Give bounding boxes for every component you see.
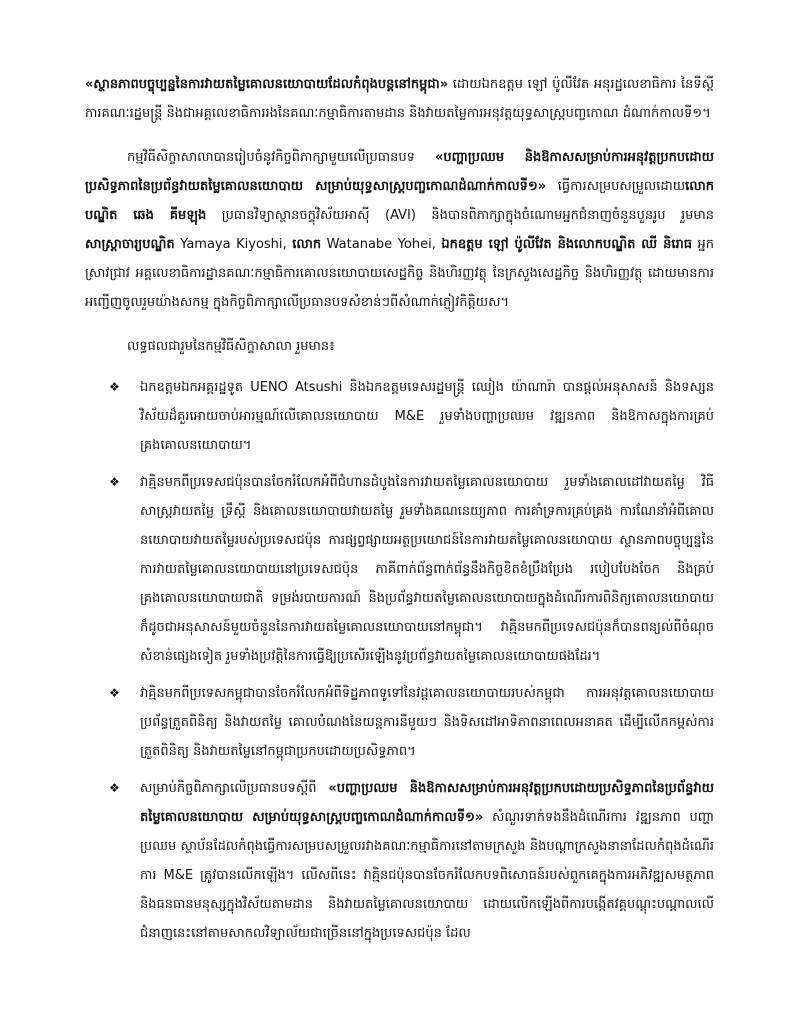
document-content (85, 70, 714, 956)
panelist-title-2: លោក (292, 237, 322, 252)
panelist-title-1: សាស្ត្រាចារ្យបណ្ឌិត (85, 237, 175, 252)
workshop-run-5: ប្រធានវិទ្យាស្ថានចក្ខុវិស័យអាស៊ី (AVI) និងបានពិភាក្សាក្នុងចំណោមអ្នកជំនាញចំនួនបួនរូប រួមមាន (206, 208, 714, 223)
moderator-name: លោកបណ្ឌិត ឆេង គីមឡុង (85, 179, 714, 223)
results-bullet-list (85, 373, 714, 948)
opening-paragraph-body: ដោយឯកឧត្តម ឡៅ ប៉ូលីវែត អនុរដ្ឋលេខាធិការ នៃទីស្តីការគណៈរដ្ឋមន្ត្រី និងជាអគ្គលេខាធិការរងនៃគណៈកម្មាធិការតាមដាន និងវាយតម្លៃការអនុវត្តយុទ្ធសាស្ត្របញ្ចកោណ ដំណាក់កាលទី១។ (85, 77, 714, 121)
bullet-diamond-icon: ❖ (109, 781, 120, 795)
bullet-diamond-icon: ❖ (109, 686, 120, 700)
results-lead-in: លទ្ធផលជារួមនៃកម្មវិធីសិក្ខាសាលា រួមមាន៖ (127, 339, 335, 354)
opening-paragraph (85, 70, 714, 128)
bullet-diamond-icon: ❖ (109, 475, 120, 489)
panelist-name-2: Watanabe Yohei, (321, 237, 442, 252)
discussion-topic-title: «បញ្ហាប្រឈម និងឱកាសសម្រាប់ការអនុវត្តប្រកបដោយប្រសិទ្ធភាពនៃប្រព័ន្ធវាយតម្លៃគោលនយោបាយ សម្រាប់យុទ្ធសាស្ត្របញ្ចកោណដំណាក់កាលទី១» (85, 150, 714, 194)
bullet-item-1-text: ឯកឧត្តមឯកអគ្គរដ្ឋទូត UENO Atsushi និងឯកឧត្តមទេសរដ្ឋមន្ត្រី ឈៀង យ៉ាណារ៉ា បានផ្តល់អនុសាសន៍ និងទស្សនវិស័យដ៏គួរអោយចាប់អារម្មណ៍លើគោលនយោបាយ M&E រួមទាំងបញ្ហាប្រឈម វឌ្ឍនភាព និងឱកាសក្នុងការគ្រប់គ្រងគោលនយោបាយ។ (140, 380, 714, 453)
bullet-item-4-text-1: សម្រាប់កិច្ចពិភាក្សាលើប្រធានបទស្តីពី (140, 781, 329, 796)
panelist-name-1: Yamaya Kiyoshi, (174, 237, 293, 252)
session-title: «ស្ថានភាពបច្ចុប្បន្ននៃការវាយតម្លៃគោលនយោបាយដែលកំពុងបន្តនៅកម្ពុជា» (85, 77, 449, 92)
bullet-item-2 (85, 468, 714, 671)
panelist-names-3-4: ឯកឧត្តម ឡៅ ប៉ូលីវែត និងលោកបណ្ឌិត ឈី និរោធ (441, 237, 692, 252)
bullet-item-4 (85, 774, 714, 948)
bullet-item-4-text-3: សំណួរទាក់ទងនឹងដំណើរការ វឌ្ឍនភាព បញ្ហាប្រឈម ស្ថាប័នដែលកំពុងធ្វើការសម្របសម្រួលរវាងគណៈកម្មាធិការនៅតាមក្រសួង និងបណ្តាក្រសួងនានាដែលកំពុងដំណើរការ M&E ត្រូវបានលើកឡើង។ លើសពីនេះ វាគ្មិនជប៉ុនបានចែករំលែកបទពិសោធន៍របស់ពួកគេក្នុងការអភិវឌ្ឍសមត្ថភាព និងធនធានមនុស្សក្នុងវិស័យតាមដាន និងវាយតម្លៃគោលនយោបាយ ដោយលើកឡើងពីការបង្កើតវគ្គបណ្តុះបណ្តាលលើជំនាញនេះនៅតាមសាកលវិទ្យាល័យជាច្រើននៅក្នុងប្រទេសជប៉ុន ដែល (140, 810, 715, 941)
workshop-run-1: កម្មវិធីសិក្ខាសាលាបានរៀបចំនូវកិច្ចពិភាក្សាមួយលើប្រធានបទ (127, 150, 436, 165)
bullet-item-3 (85, 679, 714, 766)
bullet-item-4-topic-title: «បញ្ហាប្រឈម និងឱកាសសម្រាប់ការអនុវត្តប្រកបដោយប្រសិទ្ធភាពនៃប្រព័ន្ធវាយតម្លៃគោលនយោបាយ សម្រាប់យុទ្ធសាស្ត្របញ្ចកោណដំណាក់កាលទី១» (140, 781, 714, 825)
workshop-run-3: ធ្វើការសម្របសម្រួលដោយ (546, 179, 686, 194)
workshop-paragraph (85, 143, 714, 317)
workshop-run-11: អ្នកស្រាវជ្រាវ អគ្គលេខាធិការដ្ឋានគណៈកម្មាធិការគោលនយោបាយសេដ្ឋកិច្ច និងហិរញ្ញវត្ថុ នៃក្រសួងសេដ្ឋកិច្ច និងហិរញ្ញវត្ថុ ដោយមានការអញ្ជើញចូលរួមយ៉ាងសកម្ម ក្នុងកិច្ចពិភាក្សាលើប្រធានបទសំខាន់ៗពីសំណាក់ភ្ញៀវកិត្តិយស។ (85, 237, 715, 310)
bullet-diamond-icon: ❖ (109, 380, 120, 394)
bullet-item-2-text: វាគ្មិនមកពីប្រទេសជប៉ុនបានចែករំលែកអំពីជំហានដំបូងនៃការវាយតម្លៃគោលនយោបាយ រួមទាំងគោលដៅវាយតម្លៃ វិធីសាស្ត្រវាយតម្លៃ ទ្រឹស្តី និងគោលនយោបាយវាយតម្លៃ រួមទាំងគណនេយ្យភាព ការគាំទ្រការគ្រប់គ្រង ការណែនាំអំពីគោលនយោបាយវាយតម្លៃរបស់ប្រទេសជប៉ុន ការផ្សព្វផ្សាយអត្ថប្រយោជន៍នៃការវាយតម្លៃគោលនយោបាយ ស្ថានភាពបច្ចុប្បន្ននៃការវាយតម្លៃគោលនយោបាយនៅប្រទេសជប៉ុន ភាគីពាក់ព័ន្ធពាក់ព័ន្ធនឹងកិច្ចខិតខំប្រឹងប្រែង របៀបបែងចែក និងគ្រប់គ្រងគោលនយោបាយជាតិ ទម្រង់របាយការណ៍ និងប្រព័ន្ធវាយតម្លៃគោលនយោបាយក្នុងដំណើរការពិនិត្យគោលនយោបាយ ក៏ដូចជាអនុសាសន៍មួយចំនួននៃការវាយតម្លៃគោលនយោបាយនៅកម្ពុជា។ វាគ្មិនមកពីប្រទេសជប៉ុនក៏បានពន្យល់ពីចំណុចសំខាន់ផ្សេងទៀត រួមទាំងប្រវត្តិនៃការធ្វើឱ្យប្រសើរឡើងនូវប្រព័ន្ធវាយតម្លៃគោលនយោបាយផងដែរ។ (140, 475, 714, 664)
bullet-item-3-text: វាគ្មិនមកពីប្រទេសកម្ពុជាបានចែករំលែកអំពីទិដ្ឋភាពទូទៅនៃវដ្តគោលនយោបាយរបស់កម្ពុជា ការអនុវត្តគោលនយោបាយ ប្រព័ន្ធត្រួតពិនិត្យ និងវាយតម្លៃ គោលបំណងនៃយន្តការនីមួយៗ និងទិសដៅអាទិភាពនាពេលអនាគត ដើម្បីលើកកម្ពស់ការត្រួតពិនិត្យ និងវាយតម្លៃនៅកម្ពុជាប្រកបដោយប្រសិទ្ធភាព។ (140, 686, 714, 759)
bullet-item-1 (85, 373, 714, 460)
